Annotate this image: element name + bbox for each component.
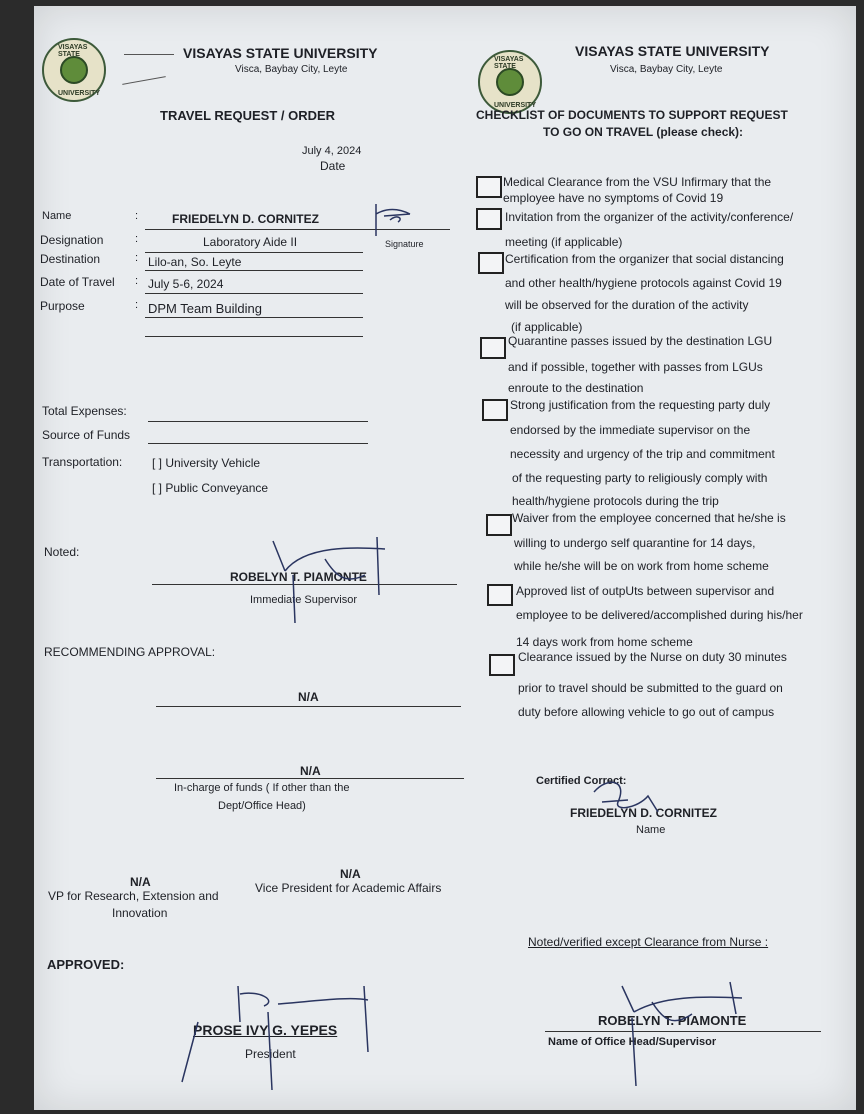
checklist-item-4-line-2: and if possible, together with passes from LGUs — [508, 360, 763, 374]
checkbox-invitation — [476, 208, 502, 230]
destination-value: Lilo-an, So. Leyte — [148, 255, 242, 269]
checklist-item-4-line-1: Quarantine passes issued by the destination LGU — [508, 334, 773, 348]
certified-name-label: Name — [636, 824, 666, 836]
checklist-item-4-line-3: enroute to the destination — [508, 381, 644, 395]
funds-incharge-title-1: In-charge of funds ( If other than the — [174, 782, 350, 794]
university-address-left: Visca, Baybay City, Leyte — [235, 64, 348, 75]
checklist-item-1-line-1: Medical Clearance from the VSU Infirmary that the — [503, 175, 772, 189]
na-vp-research: N/A — [130, 875, 151, 889]
handwritten-signature-office-head — [612, 978, 762, 1088]
handwritten-signature-president — [178, 982, 378, 1092]
approver-name: PROSE IVY G. YEPES — [193, 1022, 338, 1038]
date-of-travel-label: Date of Travel — [40, 275, 115, 289]
noted-supervisor-name: ROBELYN T. PIAMONTE — [230, 570, 367, 584]
office-head-title: Name of Office Head/Supervisor — [548, 1036, 717, 1048]
checkbox-certification — [478, 252, 504, 274]
name-label: Name — [42, 210, 72, 222]
date-of-travel-value: July 5-6, 2024 — [148, 277, 224, 291]
university-name-right: VISAYAS STATE UNIVERSITY — [575, 43, 770, 59]
checkbox-nurse-clearance — [489, 654, 515, 676]
checklist-title-2: TO GO ON TRAVEL (please check): — [543, 125, 744, 139]
checklist-item-7-line-2: employee to be delivered/accomplished during his/her — [516, 608, 803, 622]
purpose-value: DPM Team Building — [148, 301, 262, 316]
checklist-item-3-line-1: Certification from the organizer that social distancing — [505, 252, 784, 266]
destination-label: Destination — [40, 252, 101, 266]
handwritten-signature-noted — [265, 535, 405, 625]
checklist-item-7-line-3: 14 days work from home scheme — [516, 635, 693, 649]
checklist-item-8-line-2: prior to travel should be submitted to the guard on — [518, 681, 783, 695]
total-expenses-label: Total Expenses: — [42, 404, 127, 418]
university-name-left: VISAYAS STATE UNIVERSITY — [183, 45, 378, 61]
form-title: TRAVEL REQUEST / ORDER — [160, 108, 336, 123]
vp-research-title-2: Innovation — [112, 906, 168, 920]
checkbox-medical-clearance — [476, 176, 502, 198]
certified-name: FRIEDELYN D. CORNITEZ — [570, 806, 717, 820]
date-value: July 4, 2024 — [302, 145, 362, 157]
checklist-item-7-line-1: Approved list of outpUts between supervisor and — [516, 584, 775, 598]
checkbox-quarantine-passes — [480, 337, 506, 359]
purpose-label: Purpose — [40, 299, 85, 313]
checkbox-justification — [482, 399, 508, 421]
checklist-item-5-line-5: health/hygiene protocols during the trip — [512, 494, 719, 508]
checklist-item-6-line-3: while he/she will be on work from home scheme — [514, 559, 769, 573]
noted-supervisor-title: Immediate Supervisor — [250, 594, 357, 606]
designation-value: Laboratory Aide II — [203, 235, 298, 249]
transportation-label: Transportation: — [42, 455, 123, 469]
checklist-item-1-line-2: employee have no symptoms of Covid 19 — [503, 191, 724, 205]
checklist-item-2-line-1: Invitation from the organizer of the activity/conference/ — [505, 210, 794, 224]
checklist-item-3-line-4: (if applicable) — [511, 320, 583, 334]
vp-research-title-1: VP for Research, Extension and — [48, 889, 219, 903]
university-seal-left: VISAYAS STATE UNIVERSITY — [42, 38, 106, 102]
checklist-item-5-line-1: Strong justification from the requesting party duly — [510, 398, 771, 412]
recommending-approval-label: RECOMMENDING APPROVAL: — [44, 645, 216, 659]
noted-label: Noted: — [44, 545, 80, 559]
checklist-item-8-line-1: Clearance issued by the Nurse on duty 30 minutes — [518, 650, 787, 664]
transport-university-vehicle: [ ] University Vehicle — [152, 456, 261, 470]
university-seal-right: VISAYAS STATE UNIVERSITY — [478, 50, 542, 114]
checklist-item-6-line-2: willing to undergo self quarantine for 14 days, — [514, 536, 756, 550]
vp-academic-title: Vice President for Academic Affairs — [255, 881, 442, 895]
na-recommending: N/A — [298, 690, 319, 704]
colon: : — [135, 210, 139, 222]
approver-title: President — [245, 1047, 296, 1061]
designation-label: Designation — [40, 233, 104, 247]
checklist-item-2-line-2: meeting (if applicable) — [505, 235, 623, 249]
signature-label: Signature — [385, 239, 424, 249]
checklist-item-3-line-2: and other health/hygiene protocols against Covid 19 — [505, 276, 782, 290]
checklist-item-5-line-2: endorsed by the immediate supervisor on the — [510, 423, 751, 437]
handwritten-signature-requester — [370, 200, 430, 240]
name-value: FRIEDELYN D. CORNITEZ — [172, 212, 319, 226]
transport-public-conveyance: [ ] Public Conveyance — [152, 481, 269, 495]
na-vp-academic: N/A — [340, 867, 361, 881]
checkbox-waiver — [486, 514, 512, 536]
na-funds: N/A — [300, 764, 321, 778]
office-head-name: ROBELYN T. PIAMONTE — [598, 1013, 747, 1028]
date-label: Date — [320, 159, 346, 173]
approved-label: APPROVED: — [47, 957, 125, 972]
source-of-funds-label: Source of Funds — [42, 428, 131, 442]
checklist-item-5-line-4: of the requesting party to religiously comply with — [512, 471, 768, 485]
checklist-item-8-line-3: duty before allowing vehicle to go out of campus — [518, 705, 775, 719]
certified-correct-label: Certified Correct: — [536, 775, 627, 787]
checklist-item-6-line-1: Waiver from the employee concerned that he/she is — [512, 511, 786, 525]
checkbox-approved-outputs — [487, 584, 513, 606]
handwritten-signature-certified — [588, 772, 678, 822]
checklist-item-3-line-3: will be observed for the duration of the activity — [505, 298, 749, 312]
checklist-title-1: CHECKLIST OF DOCUMENTS TO SUPPORT REQUEST — [476, 108, 788, 122]
checklist-item-5-line-3: necessity and urgency of the trip and commitment — [510, 447, 775, 461]
funds-incharge-title-2: Dept/Office Head) — [218, 800, 306, 812]
university-address-right: Visca, Baybay City, Leyte — [610, 64, 723, 75]
noted-verified-label: Noted/verified except Clearance from Nurse : — [528, 935, 769, 949]
